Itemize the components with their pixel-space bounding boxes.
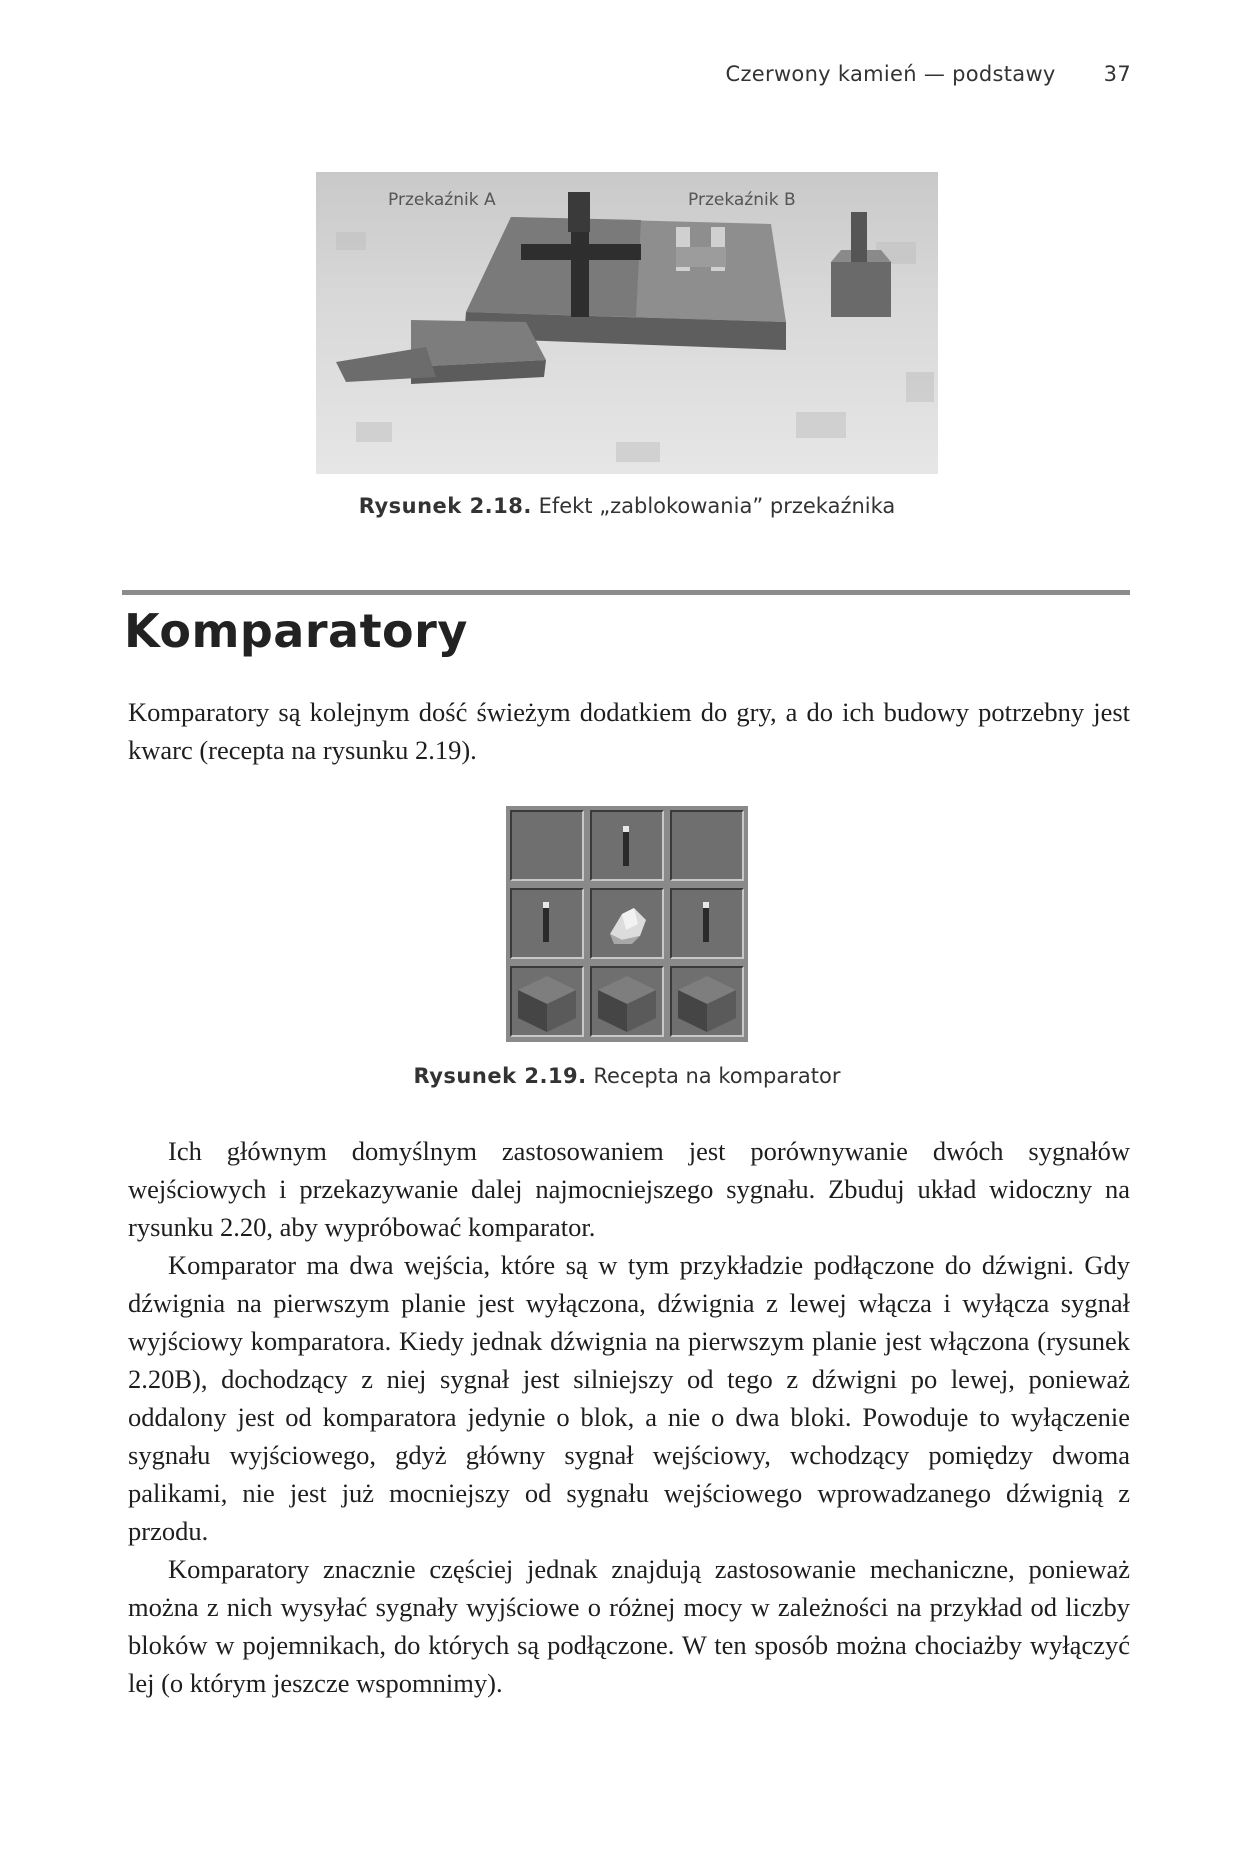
stone-block-icon bbox=[672, 968, 742, 1035]
section-rule bbox=[122, 590, 1130, 595]
relay-scene-illustration bbox=[316, 172, 938, 474]
caption-text: Recepta na komparator bbox=[593, 1064, 841, 1088]
body-paragraph: Komparatory znacznie częściej jednak znajdują zastosowanie mechaniczne, ponieważ można z nich wysyłać sygnały wyjściowe o różnej mocy w zależności na przykład od liczby bloków w pojemnikach, do których są podłączone. W ten sposób można chociażby wyłączyć lej (o którym jeszcze wspomnimy). bbox=[128, 1554, 1130, 1698]
stone-block-icon bbox=[592, 968, 662, 1035]
redstone-torch-icon bbox=[592, 812, 662, 879]
grid-cell-empty bbox=[510, 810, 584, 881]
body-paragraph: Ich głównym domyślnym zastosowaniem jest porównywanie dwóch sygnałów wejściowych i przekazywanie dalej najmocniejszego sygnału. Zbuduj układ widoczny na rysunku 2.20, aby wypróbować komparator. bbox=[128, 1136, 1130, 1242]
body-paragraph: Komparator ma dwa wejścia, które są w tym przykładzie podłączone do dźwigni. Gdy dźwignia na pierwszym planie jest wyłączona, dźwignia z lewej włącza i wyłącza sygnał wyjściowy komparatora. Kiedy jednak dźwignia na pierwszym planie jest włączona (rysunek 2.20B), dochodzący z niej sygnał jest silniejszy od tego z dźwigni po lewej, ponieważ oddalony jest od komparatora jedynie o blok, a nie o dwa bloki. Powoduje to wyłączenie sygnału wyjściowego, gdyż główny sygnał wejściowy, wchodzący pomiędzy dwoma palikami, nie jest już mocniejszy od sygnału wejściowego wprowadzanego dźwignią z przodu. bbox=[128, 1250, 1130, 1546]
relay-a-label: Przekaźnik A bbox=[388, 190, 496, 210]
figure-caption bbox=[316, 1064, 938, 1088]
running-title: Czerwony kamień — podstawy bbox=[725, 62, 1056, 86]
grid-cell-torch bbox=[670, 888, 744, 959]
grid-cell-quartz bbox=[590, 888, 664, 959]
grid-cell-stone bbox=[510, 966, 584, 1037]
running-header bbox=[726, 62, 1132, 86]
caption-text: Efekt „zablokowania” przekaźnika bbox=[538, 494, 896, 518]
figure-crafting-recipe bbox=[506, 806, 748, 1042]
intro-paragraph: Komparatory są kolejnym dość świeżym dodatkiem do gry, a do ich budowy potrzebny jest kwarc (recepta na rysunku 2.19). bbox=[128, 697, 1130, 765]
grid-cell-stone bbox=[590, 966, 664, 1037]
caption-number: Rysunek 2.19. bbox=[413, 1064, 587, 1088]
redstone-torch-icon bbox=[512, 890, 582, 957]
redstone-torch-icon bbox=[672, 890, 742, 957]
section-heading: Komparatory bbox=[124, 604, 468, 658]
grid-cell-empty bbox=[670, 810, 744, 881]
grid-cell-torch bbox=[590, 810, 664, 881]
relay-b-label: Przekaźnik B bbox=[688, 190, 796, 210]
figure-relay-lock bbox=[316, 172, 938, 474]
page-number: 37 bbox=[1103, 62, 1131, 86]
figure-caption bbox=[316, 494, 938, 518]
caption-number: Rysunek 2.18. bbox=[358, 494, 532, 518]
grid-cell-stone bbox=[670, 966, 744, 1037]
stone-block-icon bbox=[512, 968, 582, 1035]
grid-cell-torch bbox=[510, 888, 584, 959]
quartz-icon bbox=[592, 890, 662, 957]
